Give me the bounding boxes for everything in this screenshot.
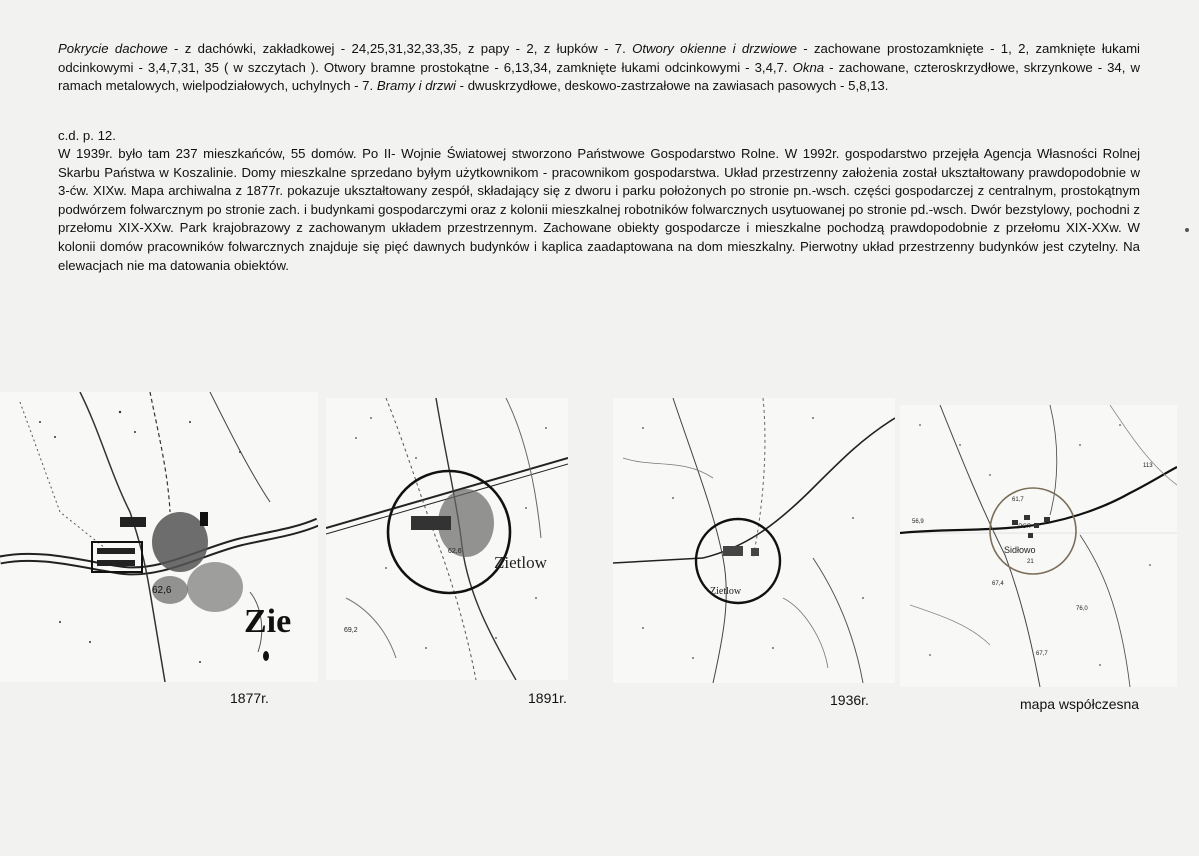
map-1936	[613, 398, 895, 683]
continuation-note: c.d. p. 12.	[58, 128, 116, 143]
paragraph-history: W 1939r. było tam 237 mieszkańców, 55 domów. Po II- Wojnie Światowej stworzono Państwowe Gospodarstwo Rolne. W 1992r. gospodarstwo przejęła Agencja Własności Rolnej Skarbu Państwa w Koszalinie. Domy mieszkalne sprzedano byłym użytkownikom - pracownikom gospodarstwa. Układ przestrzenny założenia został ukształtowany prawdopodobnie w 3-ćw. XIXw. Mapa archiwalna z 1877r. pokazuje ukształtowany zespół, składający się z dworu i parku położonych po stronie pn.-wsch. części gospodarczej z centralnym, prostokątnym podwórzem folwarcznym po stronie zach. i budynkami gospodarczymi oraz z kolonii mieszkalnej robotników folwarcznych usytuowanej po stronie pd.-wsch. Dwór bezstylowy, pochodni z przełomu XIX-XXw. Park krajobrazowy z zachowanym układem przestrzennym. Zachowane obiekty gospodarcze i mieszkalne pochodzą prawdopodobnie z przełomu XIX-XXw. W kolonii domów pracowników folwarcznych znajduje się pięć dawnych budynków i kaplica zaadaptowana na dom mieszkalny. Pierwotny układ przestrzenny budynków jest czytelny. Na elewacjach nie ma datowania obiektów.	[58, 146, 1140, 273]
map-contemporary-elevation-2: 56,9	[912, 519, 924, 525]
term-roofing: Pokrycie dachowe	[58, 41, 168, 56]
map-contemporary	[900, 405, 1177, 687]
text-openings: - zachowane prostozamknięte - 1, 2, zamknięte łukami odcinkowymi - 3,4,7,31, 35 ( w szczytach ). Otwory bramne prostokątne - 6,13,34, zamknięte łukami odcinkowymi - 3,4,7.	[58, 41, 1140, 75]
map-contemporary-place-label: Sidłowo	[1004, 545, 1036, 555]
text-roofing: - z dachówki, zakładkowej - 24,25,31,32,33,35, z papy - 2, z łupków - 7.	[167, 41, 633, 56]
map-1891-elevation-label: 62,6	[448, 548, 462, 555]
map-contemporary-label-pgr: PGR	[1018, 524, 1032, 530]
map-contemporary-elevation-5: 67,7	[1036, 651, 1048, 657]
term-gates: Bramy i drzwi	[376, 78, 456, 94]
map-1877-drawing	[0, 392, 318, 682]
text-windows: - zachowane, czteroskrzydłowe, skrzynkowe - 34, w ramach metalowych, wielpodziałowych, uchylnych - 7.	[58, 59, 1140, 94]
scan-mark	[1185, 228, 1189, 232]
term-openings: Otwory okienne i drzwiowe	[632, 41, 797, 56]
map-1877-caption: 1877r.	[230, 690, 269, 706]
map-contemporary-elevation-3: 67,4	[992, 581, 1004, 587]
map-1891	[326, 398, 568, 680]
map-contemporary-caption: mapa współczesna	[1020, 696, 1140, 712]
map-1877	[0, 392, 318, 682]
map-1891-elevation-label-2: 69,2	[344, 627, 358, 634]
map-1891-drawing	[326, 398, 568, 680]
map-1891-caption: 1891r.	[528, 690, 567, 706]
text-gates: - dwuskrzydłowe, deskowo-zastrzałowe na zawiasach pasowych - 5,8,13.	[455, 78, 889, 94]
map-contemporary-elevation-1: 61,7	[1012, 497, 1024, 503]
map-1936-place-label: Zietlow	[710, 586, 742, 597]
map-1936-drawing	[613, 398, 895, 683]
map-contemporary-label-113: 113	[1143, 463, 1153, 469]
paragraph-materials	[58, 40, 1140, 96]
map-1877-place-label: Zie	[244, 603, 292, 640]
map-contemporary-drawing	[900, 405, 1177, 687]
map-1936-caption: 1936r.	[830, 692, 869, 708]
map-1891-place-label: Zietlow	[494, 553, 547, 572]
map-contemporary-label-21: 21	[1027, 559, 1034, 565]
map-1877-elevation-label: 62,6	[152, 585, 172, 596]
map-contemporary-elevation-4: 76,0	[1076, 606, 1088, 612]
term-windows: Okna	[792, 59, 825, 75]
